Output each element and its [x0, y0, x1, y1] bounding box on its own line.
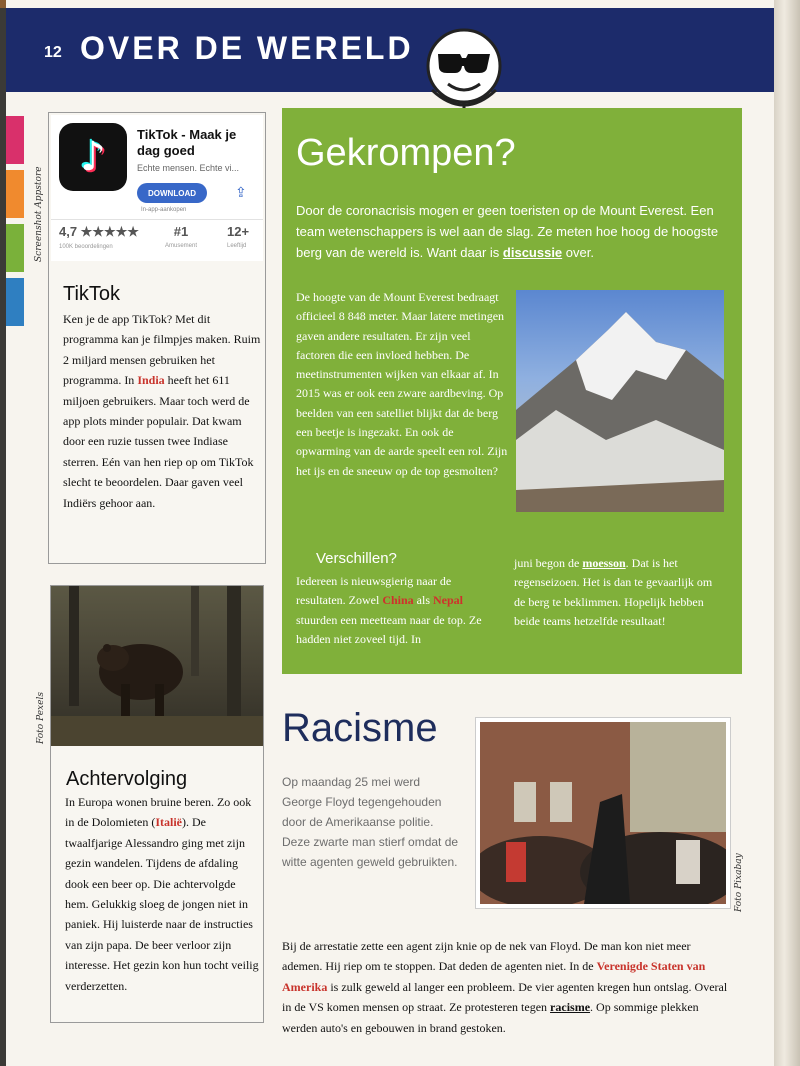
gekrompen-article-box	[282, 108, 742, 674]
tab-orange	[6, 170, 24, 218]
racisme-intro: Op maandag 25 mei werd George Floyd tegengehouden door de Amerikaanse politie. Deze zwarte man stierf omdat de witte agenten geweld gebruikten.	[282, 775, 459, 869]
rank-label: Amusement	[165, 243, 198, 249]
tiktok-logo-icon: ♪	[59, 123, 127, 191]
rank-value: #1	[173, 224, 189, 239]
tiktok-body: Ken je de app TikTok? Met dit programma kan je filmpjes maken. Ruim 2 miljard mensen gebruiken het programma. In India heeft het 611 miljoen gebruikers. Maar toch werd de app plots minder populair. Dat kwam door een ruzie tussen twee Indiase sterren. Eén van hen riep op om TikTok slecht te beoordelen. Daar gaven veel Indiërs gehoor aan.	[63, 312, 261, 510]
achtervolging-article-box	[50, 585, 264, 1023]
racisme-title: Racisme	[282, 706, 438, 750]
app-title: TikTok - Maak je dag goed	[137, 127, 237, 158]
italie-link[interactable]: Italië	[155, 815, 182, 830]
usa-link[interactable]: Verenigde Staten van Amerika	[282, 959, 706, 994]
nepal-link[interactable]: Nepal	[433, 593, 464, 608]
page-number: 12	[44, 44, 62, 61]
china-link[interactable]: China	[382, 593, 414, 608]
app-stats	[51, 219, 263, 261]
moesson-link[interactable]: moesson	[582, 556, 626, 570]
credit-pexels: Foto Pexels	[36, 692, 46, 744]
tiktok-article-box	[48, 112, 266, 564]
header-banner	[6, 8, 774, 92]
discussie-link[interactable]: discussie	[502, 245, 563, 260]
share-icon[interactable]: ⇪	[235, 185, 247, 201]
gekrompen-title: Gekrompen?	[296, 132, 516, 174]
protest-photo	[476, 718, 730, 908]
page-edge	[774, 0, 800, 1066]
racisme-link[interactable]: racisme	[550, 1000, 591, 1015]
verschillen-heading: Verschillen?	[316, 550, 397, 567]
gekrompen-column-3: juni begon de moesson. Dat is het regenseizoen. Het is dan te gevaarlijk om de berg te beklimmen. Hopelijk hebben beide teams hetzelfde resultaat!	[514, 556, 713, 628]
age-value: 12+	[227, 224, 250, 239]
mount-everest-photo	[516, 290, 724, 512]
tiktok-heading: TikTok	[63, 283, 121, 305]
credit-appstore: Screenshot Appstore	[34, 166, 44, 262]
gekrompen-column-1: De hoogte van de Mount Everest bedraagt officieel 8 848 meter. Maar latere metingen gaven andere resultaten. Er zijn veel factoren die een invloed hebben. De meetinstrumenten wijken van elkaar af. In 2015 was er ook een zware aardbeving. Op beelden van een satelliet blijkt dat de berg een beetje is ingezakt. En ook de opwarming van de aarde speelt een rol. Zijn het ijs en de sneeuw op de top gesmolten?	[296, 290, 508, 478]
achtervolging-heading: Achtervolging	[66, 768, 188, 790]
appstore-screenshot	[51, 115, 263, 261]
download-button[interactable]: DOWNLOAD	[137, 183, 207, 203]
tab-pink	[6, 116, 24, 164]
tab-blue	[6, 278, 24, 326]
rating-count: 100K beoordelingen	[59, 244, 113, 250]
achtervolging-body: In Europa wonen bruine beren. Zo ook in de Dolomieten (Italië). De twaalfjarige Alessandro ging met zijn gezin wandelen. Tijdens de afdaling dook een beer op. Die achtervolgde hem. Gelukkig sloeg de jongen niet in paniek. Hij luisterde naar de instructies van zijn papa. De beer verloor zijn interesse. Het gezin kon hun tocht veilig verderzetten.	[65, 795, 259, 993]
rating-value: 4,7 ★★★★★	[59, 224, 139, 239]
credit-pixabay: Foto Pixabay	[734, 853, 744, 912]
bear-photo	[51, 586, 263, 746]
purchase-note: In-app-aankopen	[141, 207, 187, 213]
gekrompen-intro: Door de coronacrisis mogen er geen toeristen op de Mount Everest. Een team wetenschappers is wel aan de slag. Ze meten hoe hoog de hoogste berg van de wereld is. Want daar is discussie over.	[296, 203, 719, 260]
gekrompen-column-2: Iedereen is nieuwsgierig naar de resultaten. Zowel China als Nepal stuurden een meetteam naar de top. Ze hadden niet zoveel tijd. In	[296, 574, 482, 646]
racisme-body: Bij de arrestatie zette een agent zijn knie op de nek van Floyd. De man kon niet meer ademen. Hij riep om te stoppen. Dat deden de agenten niet. In de Verenigde Staten van Amerika is zulk geweld al langer een probleem. De vier agenten kregen hun ontslag. Overal in de VS komen mensen op straat. Ze protesteren tegen racisme. Op sommige plekken werden auto's en gebouwen in brand gestoken.	[282, 939, 728, 1035]
color-tabs	[6, 116, 24, 332]
section-title: OVER DE WERELD	[80, 30, 414, 66]
india-link[interactable]: India	[137, 373, 165, 388]
age-label: Leeftijd	[227, 243, 247, 249]
app-subtitle: Echte mensen. Echte vi...	[137, 163, 240, 173]
tab-green	[6, 224, 24, 272]
